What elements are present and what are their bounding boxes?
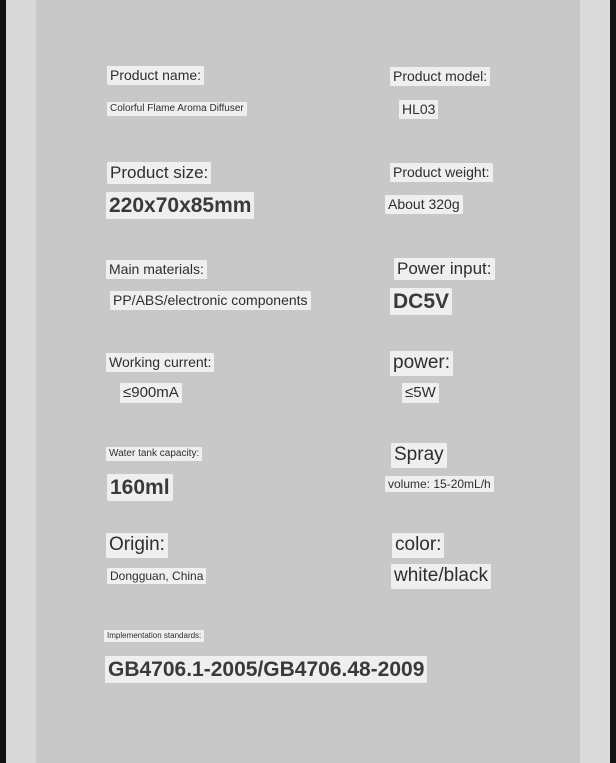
product-name-value: Colorful Flame Aroma Diffuser bbox=[107, 102, 247, 116]
product-size-value: 220x70x85mm bbox=[106, 192, 254, 219]
working-current-value: ≤900mA bbox=[120, 383, 182, 403]
water-tank-value: 160ml bbox=[107, 474, 173, 501]
product-size-label: Product size: bbox=[107, 162, 211, 184]
left-margin bbox=[6, 0, 36, 763]
water-tank-label: Water tank capacity: bbox=[106, 447, 202, 461]
standards-label: Implementation standards: bbox=[104, 630, 204, 642]
product-name-label: Product name: bbox=[107, 66, 204, 85]
standards-value: GB4706.1-2005/GB4706.48-2009 bbox=[105, 656, 427, 683]
right-border bbox=[610, 0, 616, 763]
product-weight-value: About 320g bbox=[385, 195, 463, 214]
working-current-label: Working current: bbox=[106, 353, 214, 372]
spray-label: Spray bbox=[391, 443, 447, 468]
origin-value: Dongguan, China bbox=[107, 568, 206, 584]
right-margin bbox=[580, 0, 610, 763]
power-label: power: bbox=[390, 351, 453, 376]
spray-value: volume: 15-20mL/h bbox=[385, 476, 494, 492]
power-input-value: DC5V bbox=[390, 288, 452, 315]
color-label: color: bbox=[392, 533, 444, 558]
product-model-label: Product model: bbox=[390, 67, 490, 86]
color-value: white/black bbox=[391, 564, 491, 589]
main-materials-label: Main materials: bbox=[106, 260, 207, 279]
main-materials-value: PP/ABS/electronic components bbox=[110, 291, 311, 310]
product-model-value: HL03 bbox=[399, 100, 438, 119]
power-input-label: Power input: bbox=[394, 258, 495, 280]
origin-label: Origin: bbox=[106, 533, 168, 558]
power-value: ≤5W bbox=[402, 383, 439, 403]
product-weight-label: Product weight: bbox=[390, 163, 493, 182]
